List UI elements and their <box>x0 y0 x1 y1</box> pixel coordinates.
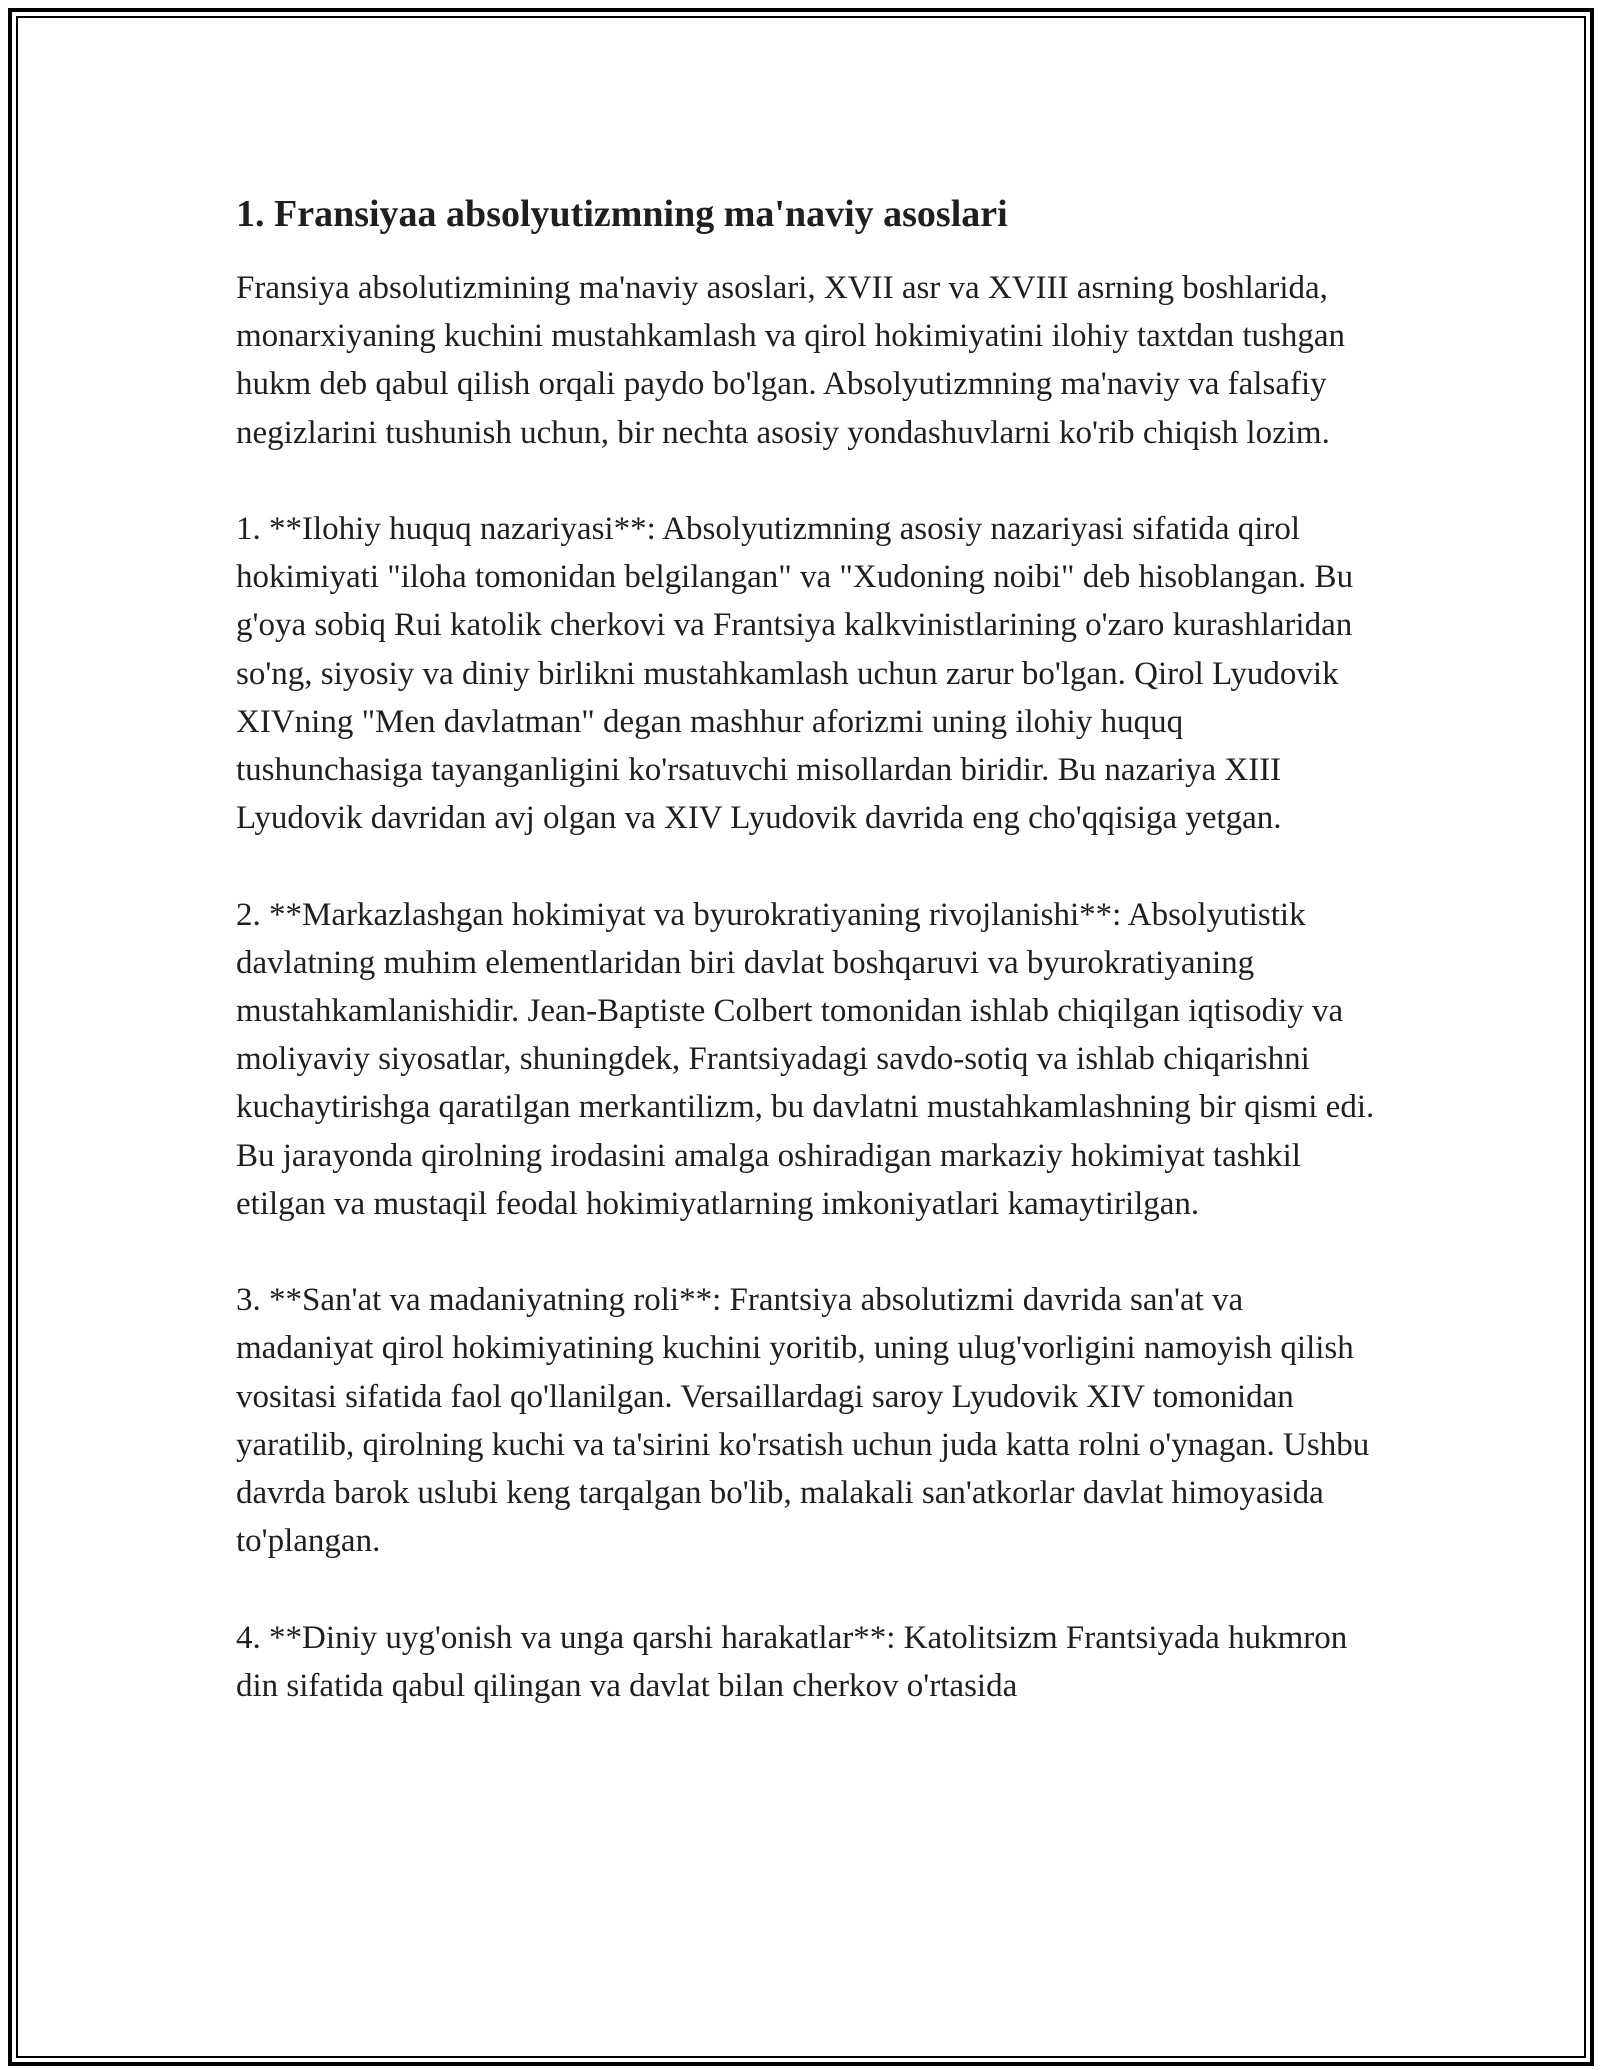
section-religious-revival: 4. **Diniy uyg'onish va unga qarshi harakatlar**: Katolitsizm Frantsiyada hukmron din sifatida qabul qilingan va davlat bilan cherkov o'rtasida <box>236 1619 1348 1704</box>
document-title: 1. Fransiyaa absolyutizmning ma'naviy asoslari <box>236 193 1008 235</box>
document-body <box>236 186 1376 1758</box>
section-centralized-power: 2. **Markazlashgan hokimiyat va byurokratiyaning rivojlanishi**: Absolyutistik davlatning muhim elementlaridan biri davlat boshqaruvi va byurokratiyaning mustahkamlanishidir. Jean-Baptiste Colbert tomonidan ishlab chiqilgan iqtisodiy va moliyaviy siyosatlar, shuningdek, Frantsiyadagi savdo-sotiq va ishlab chiqarishni kuchaytirishga qaratilgan merkantilizm, bu davlatni mustahkamlashning bir qismi edi. Bu jarayonda qirolning irodasini amalga oshiradigan markaziy hokimiyat tashkil etilgan va mustaqil feodal hokimiyatlarning imkoniyatlari kamaytirilgan. <box>236 896 1375 1222</box>
intro-paragraph: Fransiya absolutizmining ma'naviy asoslari, XVII asr va XVIII asrning boshlarida, monarxiyaning kuchini mustahkamlash va qirol hokimiyatini ilohiy taxtdan tushgan hukm deb qabul qilish orqali paydo bo'lgan. Absolyutizmning ma'naviy va falsafiy negizlarini tushunish uchun, bir nechta asosiy yondashuvlarni ko'rib chiqish lozim. <box>236 270 1345 451</box>
section-divine-right: 1. **Ilohiy huquq nazariyasi**: Absolyutizmning asosiy nazariyasi sifatida qirol hokimiyati "iloha tomonidan belgilangan" va "Xudoning noibi" deb hisoblangan. Bu g'oya sobiq Rui katolik cherkovi va Frantsiya kalkvinistlarining o'zaro kurashlaridan so'ng, siyosiy va diniy birlikni mustahkamlash uchun zarur bo'lgan. Qirol Lyudovik XIVning "Men davlatman" degan mashhur aforizmi uning ilohiy huquq tushunchasiga tayanganligini ko'rsatuvchi misollardan biridir. Bu nazariya XIII Lyudovik davridan avj olgan va XIV Lyudovik davrida eng cho'qqisiga yetgan. <box>236 511 1354 837</box>
section-art-culture: 3. **San'at va madaniyatning roli**: Frantsiya absolutizmi davrida san'at va madaniyat qirol hokimiyatining kuchini yoritib, uning ulug'vorligini namoyish qilish vositasi sifatida faol qo'llanilgan. Versaillardagi saroy Lyudovik XIV tomonidan yaratilib, qirolning kuchi va ta'sirini ko'rsatish uchun juda katta rolni o'ynagan. Ushbu davrda barok uslubi keng tarqalgan bo'lib, malakali san'atkorlar davlat himoyasida to'plangan. <box>236 1282 1370 1560</box>
